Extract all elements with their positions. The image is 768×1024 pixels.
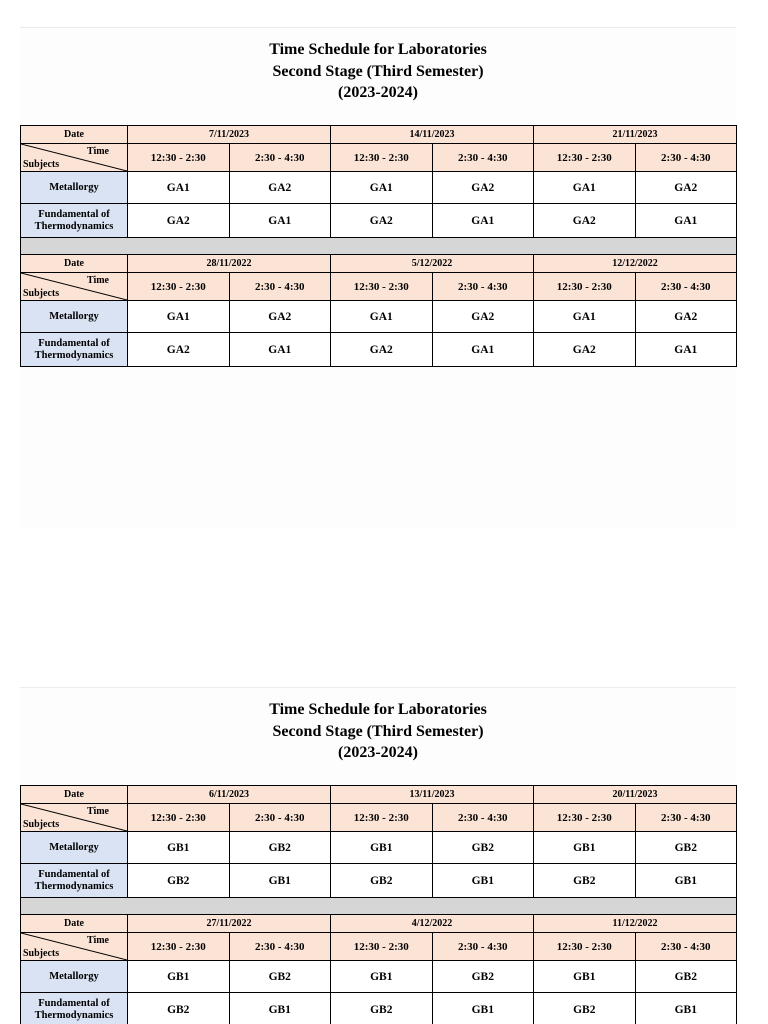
time-slot: 12:30 - 2:30 [128,933,230,961]
group-cell: GB2 [128,993,230,1024]
subject-label-line2: Thermodynamics [34,220,114,232]
group-cell: GA1 [229,333,331,367]
subject-label-line1: Fundamental of [38,337,110,349]
group-cell: GA1 [128,172,230,204]
subject-label [21,993,128,1024]
time-slot: 2:30 - 4:30 [229,273,331,301]
subject-label-line1: Fundamental of [38,997,110,1009]
group-cell: GA2 [229,172,331,204]
group-cell: GB1 [128,961,230,993]
group-cell: GA2 [432,172,534,204]
time-row [21,804,737,832]
time-slot: 12:30 - 2:30 [331,144,433,172]
date-cell: 6/11/2023 [128,786,331,804]
group-cell: GB2 [229,832,331,864]
schedule-sheet-1 [20,27,736,527]
group-cell: GB1 [432,993,534,1024]
metallurgy-row [21,301,737,333]
group-cell: GB2 [534,864,636,898]
group-cell: GA1 [331,172,433,204]
group-cell: GB1 [534,832,636,864]
schedule-title [20,28,736,125]
group-cell: GA1 [128,301,230,333]
group-cell: GA2 [534,333,636,367]
subject-label: Metallorgy [21,172,128,204]
group-cell: GB1 [432,864,534,898]
date-cell: 4/12/2022 [331,915,534,933]
schedule-table-group-b [20,785,737,1024]
thermodynamics-row [21,204,737,238]
title-line-3: (2023-2024) [338,744,418,761]
separator-cell [21,238,737,255]
date-cell: 27/11/2022 [128,915,331,933]
date-cell: 20/11/2023 [534,786,737,804]
time-row [21,933,737,961]
date-row [21,255,737,273]
date-cell: 13/11/2023 [331,786,534,804]
time-slot: 2:30 - 4:30 [432,933,534,961]
time-slot: 2:30 - 4:30 [432,273,534,301]
time-subjects-corner-cell [21,933,128,961]
time-slot: 12:30 - 2:30 [534,933,636,961]
group-cell: GB1 [128,832,230,864]
date-cell: 28/11/2022 [128,255,331,273]
group-cell: GA2 [331,333,433,367]
group-cell: GB2 [432,832,534,864]
title-line-2: Second Stage (Third Semester) [272,722,484,740]
subject-label-line2: Thermodynamics [34,349,114,361]
group-cell: GA2 [331,204,433,238]
date-cell: 21/11/2023 [534,126,737,144]
time-row [21,144,737,172]
time-label: Time [86,935,109,946]
date-row [21,126,737,144]
time-slot: 2:30 - 4:30 [635,933,737,961]
time-slot: 12:30 - 2:30 [128,804,230,832]
date-cell: 12/12/2022 [534,255,737,273]
group-cell: GB2 [229,961,331,993]
subject-label-line1: Fundamental of [38,208,110,220]
group-cell: GB1 [229,993,331,1024]
subject-label [21,204,128,238]
metallurgy-row [21,832,737,864]
group-cell: GA2 [128,333,230,367]
group-cell: GB1 [331,832,433,864]
time-slot: 2:30 - 4:30 [229,144,331,172]
thermodynamics-row [21,993,737,1024]
metallurgy-row [21,172,737,204]
group-cell: GB2 [635,961,737,993]
subject-label-line1: Fundamental of [38,868,110,880]
date-header: Date [21,915,128,933]
group-cell: GB1 [229,864,331,898]
separator-row [21,898,737,915]
time-slot: 2:30 - 4:30 [229,804,331,832]
time-slot: 12:30 - 2:30 [534,144,636,172]
group-cell: GB2 [128,864,230,898]
group-cell: GA2 [229,301,331,333]
title-line-1: Time Schedule for Laboratories [269,701,487,718]
date-cell: 7/11/2023 [128,126,331,144]
separator-cell [21,898,737,915]
group-cell: GA1 [432,204,534,238]
time-subjects-corner-cell [21,273,128,301]
time-label: Time [86,146,109,157]
group-cell: GA1 [635,333,737,367]
time-slot: 12:30 - 2:30 [331,273,433,301]
date-header: Date [21,255,128,273]
subjects-label: Subjects [23,288,60,299]
subject-label: Metallorgy [21,301,128,333]
subject-label [21,333,128,367]
group-cell: GB2 [331,993,433,1024]
time-slot: 2:30 - 4:30 [635,273,737,301]
schedule-table-group-a [20,125,737,367]
subjects-label: Subjects [23,948,60,959]
group-cell: GA1 [432,333,534,367]
group-cell: GA2 [635,301,737,333]
time-slot: 12:30 - 2:30 [128,273,230,301]
group-cell: GA1 [229,204,331,238]
group-cell: GB1 [331,961,433,993]
group-cell: GB1 [635,993,737,1024]
metallurgy-row [21,961,737,993]
thermodynamics-row [21,864,737,898]
group-cell: GA1 [534,172,636,204]
time-slot: 2:30 - 4:30 [432,144,534,172]
time-label: Time [86,275,109,286]
group-cell: GA2 [635,172,737,204]
separator-row [21,238,737,255]
date-header: Date [21,786,128,804]
date-header: Date [21,126,128,144]
time-slot: 12:30 - 2:30 [331,933,433,961]
time-slot: 2:30 - 4:30 [229,933,331,961]
subjects-label: Subjects [23,159,60,170]
group-cell: GA1 [635,204,737,238]
title-line-1: Time Schedule for Laboratories [269,41,487,58]
schedule-sheet-2 [20,687,736,1021]
date-cell: 5/12/2022 [331,255,534,273]
group-cell: GB1 [635,864,737,898]
time-slot: 2:30 - 4:30 [635,144,737,172]
date-row [21,786,737,804]
time-subjects-corner-cell [21,144,128,172]
time-slot: 12:30 - 2:30 [534,804,636,832]
group-cell: GA1 [534,301,636,333]
group-cell: GB1 [534,961,636,993]
time-slot: 12:30 - 2:30 [331,804,433,832]
date-cell: 11/12/2022 [534,915,737,933]
subjects-label: Subjects [23,819,60,830]
date-row [21,915,737,933]
group-cell: GA1 [331,301,433,333]
subject-label: Metallorgy [21,961,128,993]
time-label: Time [86,806,109,817]
time-slot: 12:30 - 2:30 [128,144,230,172]
subject-label [21,864,128,898]
title-line-3: (2023-2024) [338,84,418,101]
date-cell: 14/11/2023 [331,126,534,144]
time-slot: 2:30 - 4:30 [432,804,534,832]
group-cell: GB2 [534,993,636,1024]
group-cell: GB2 [331,864,433,898]
thermodynamics-row [21,333,737,367]
schedule-title [20,688,736,785]
subject-label: Metallorgy [21,832,128,864]
group-cell: GA2 [432,301,534,333]
subject-label-line2: Thermodynamics [34,1009,114,1021]
time-subjects-corner-cell [21,804,128,832]
title-line-2: Second Stage (Third Semester) [272,62,484,80]
time-row [21,273,737,301]
group-cell: GB2 [635,832,737,864]
group-cell: GA2 [128,204,230,238]
time-slot: 2:30 - 4:30 [635,804,737,832]
time-slot: 12:30 - 2:30 [534,273,636,301]
group-cell: GA2 [534,204,636,238]
subject-label-line2: Thermodynamics [34,880,114,892]
group-cell: GB2 [432,961,534,993]
